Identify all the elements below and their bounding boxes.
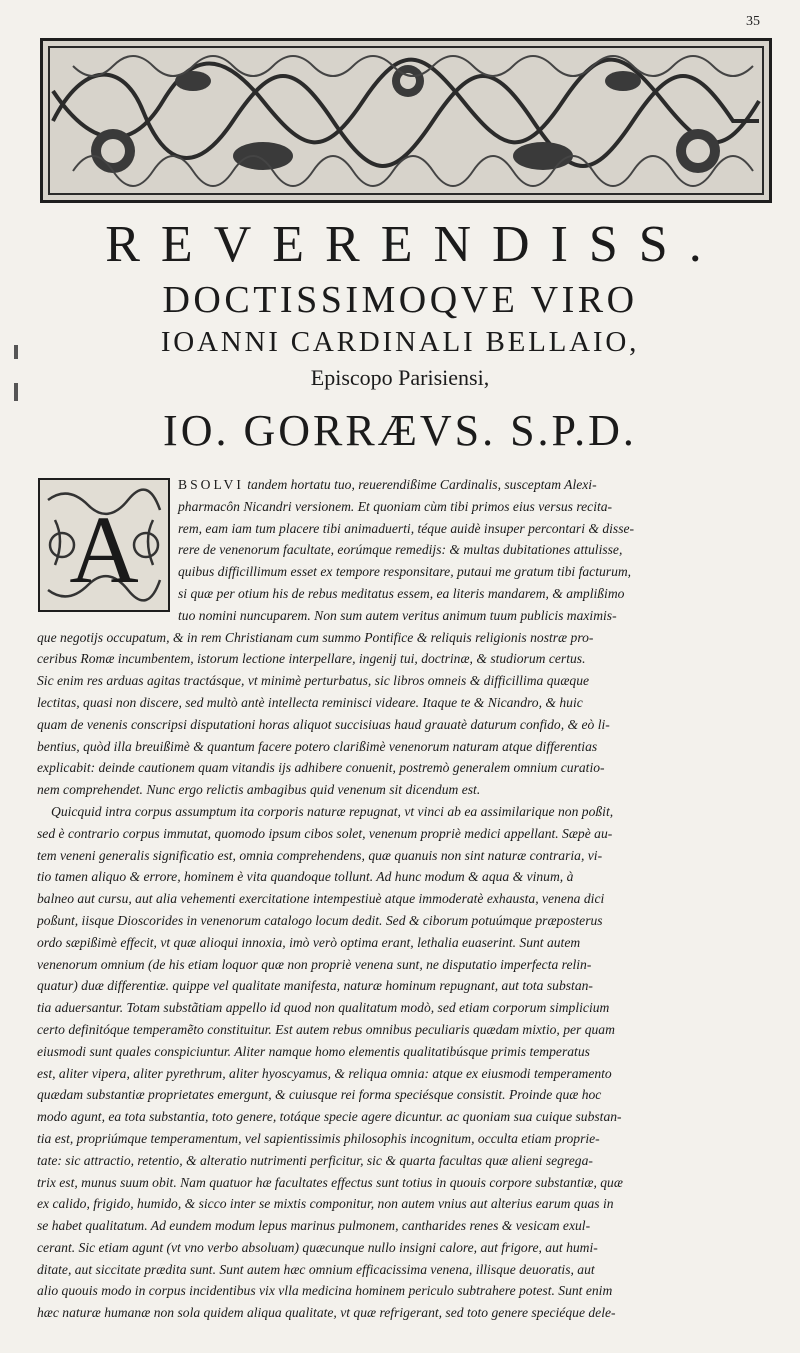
body-text [37,474,770,1324]
margin-mark [14,383,18,401]
heading-line-gorraeus: IO. GORRÆVS. S.P.D. [163,406,637,455]
text-line: rem, eam iam tum placere tibi animaduerti, téque auidè insuper percontari & disse- [178,520,635,536]
text-line: quibus difficillimum esset ex tempore responsitare, putaui me gratum tibi facturum, [178,564,632,580]
text-line: ex calido, frigido, humido, & sicco inter se mixtis componitur, non autem vnius aut alterius earum quas in [37,1196,614,1212]
text-line: eiusmodi sunt quales conspiciuntur. Aliter namque homo elementis qualitatibúsque primis temperatus [37,1043,590,1059]
text-line: lectitas, quasi non discere, sed multò antè intellecta reminisci videare. Itaque te & Nicandro, & huic [37,694,583,710]
text-line: ditate, aut siccitate prædita sunt. Sunt autem hæc omnium efficacissima venena, illisque deuoratis, aut [37,1261,595,1277]
heading-line-reverendiss: REVERENDISS. [105,216,723,273]
text-line: nem comprehendet. Nunc ergo relictis ambagibus quid venenum sit dicendum est. [37,782,481,798]
page-number: 35 [746,14,760,29]
text-line: explicabit: deinde cautionem quam vitandis ijs adhibere conuenit, postremò generalem omnium curatio- [37,760,605,776]
text-line: que negotijs occupatum, & in rem Christianam cum summo Pontifice & reliquis religionis nostræ pro- [37,629,594,645]
text-line: quatur) duæ differentiæ. quippe vel qualitate manifesta, naturæ hominum repugnant, aut tota substan- [37,978,593,994]
ornament-pattern-icon [43,41,769,200]
text-line: pharmacôn Nicandri versionem. Et quoniam cùm tibi primos eius versus recita- [178,498,613,514]
text-line: cerant. Sic etiam agunt (vt vno verbo absoluam) quæcunque nullo insigni calore, aut frigore, aut humi- [37,1239,598,1255]
margin-mark [14,345,18,359]
text-line: modo agunt, ea tota substantia, toto genere, totáque specie agere dicuntur. ac quoniam sua cuique substan- [37,1109,622,1125]
heading-line-episcopo: Episcopo Parisiensi, [310,365,490,390]
text-line: hæc naturæ humanæ non sola quidem aliqua qualitate, vt quæ refrigerant, sed toto genere speciéque dele- [37,1305,616,1321]
text-line: trix est, munus suum obit. Nam quatuor hæ facultates effectus sunt totius in quouis corpore substantiæ, quæ [37,1174,623,1190]
text-line: ordo sæpißimè effecit, vt quæ alioqui innoxia, imò verò optima erant, lethalia euaserint. Sunt autem [37,934,581,950]
heading-line-ioanni: IOANNI CARDINALI BELLAIO, [160,326,640,358]
text-line: tuo nomini nuncuparem. Non sum autem veritus animum tuum publicis maximis- [178,607,617,623]
text-line: tia aduersantur. Totam substãtiam appello id quod non qualitatum modò, sed etiam corporum simplicium [37,1000,610,1016]
text-line: certo definitóque temperamẽto constituitur. Est autem rebus omnibus peculiaris quædam mixtio, per quam [37,1021,615,1037]
text-line: se habet qualitatum. Ad eundem modum lepus marinus pulmonem, cantharides renes & vesicam exul- [37,1218,591,1234]
text-line: ceribus Romæ incumbentem, istorum lectione interpellare, ingenij tui, doctrinæ, & studiorum certus. [37,651,586,667]
text-line: bentius, quòd illa breuißimè & quantum facere potero clarißimè venenorum naturam atque differentias [37,738,598,754]
text-line: tem veneni generalis significatio est, omnia comprehendens, quæ quanuis non sint naturæ contraria, vi- [37,847,603,863]
dedication-heading [0,215,800,457]
text-line: poßunt, iisque Dioscorides in venenorum catalogo locum dedit. Sed & ciborum potuúmque præposterus [37,912,603,928]
text-line: quædam substantiæ proprietates emergunt, & cuiusque rei forma speciésque consistit. Proinde quæ hoc [37,1087,602,1103]
text-line: si quæ per otium his de rebus meditatus essem, ea literis mandarem, & amplißimo [178,585,625,601]
text-line: venenorum omnium (de his etiam loquor quæ non propriè venena sunt, ne disputatio imperfecta relin- [37,956,592,972]
text-line: rere de venenorum facultate, eorúmque remedijs: & multas dubitationes attulisse, [178,542,623,558]
text-line: est, aliter vipera, aliter pyrethrum, aliter hyoscyamus, & reliqua omnia: atque ex eiusmodi temperamento [37,1065,612,1081]
text-line: Quicquid intra corpus assumptum ita corporis naturæ repugnat, vt vinci ab ea assimilarique non poßit, [51,803,614,819]
text-line: quam de venenis conscripsi disputationi horas aliquot succisiuas haud grauatè daturum confido, & eò li- [37,716,610,732]
text-line: tia est, propriúmque temperamentum, vel sapientissimis philosophis incognitum, occulta etiam proprie- [37,1130,600,1146]
text-line: BSOLVI tandem hortatu tuo, reuerendißime Cardinalis, susceptam Alexi- [178,477,597,492]
text-line: sed è contrario corpus immutat, quomodo ipsum cibos solet, venenum propriè medici appellant. Sæpè au- [37,825,613,841]
text-line: tio tamen aliquo & errore, hominem è vita quandoque tollunt. Ad hunc modum & aqua & vinum, à [37,869,574,885]
text-line: Sic enim res arduas agitas tractásque, vt minimè perturbatus, sic libros omneis & difficillima quæque [37,673,590,689]
initial-letter: A [69,496,139,603]
text-line: tate: sic attractio, retentio, & alteratio nutrimenti perficitur, sic & quarta facultas quæ alieni segrega- [37,1152,593,1168]
text-line: alio quouis modo in corpus incidentibus vix vlla medicina hominem periculo subtrahere potest. Sunt enim [37,1283,613,1299]
heading-line-doctissimoque: DOCTISSIMOQVE VIRO [162,279,638,321]
decorative-header-ornament [40,38,772,203]
text-line: balneo aut cursu, aut alia vehementi exercitatione intempestiuè atque immoderatè exhausta, venena dici [37,891,605,907]
opening-word: BSOLVI [178,477,244,492]
